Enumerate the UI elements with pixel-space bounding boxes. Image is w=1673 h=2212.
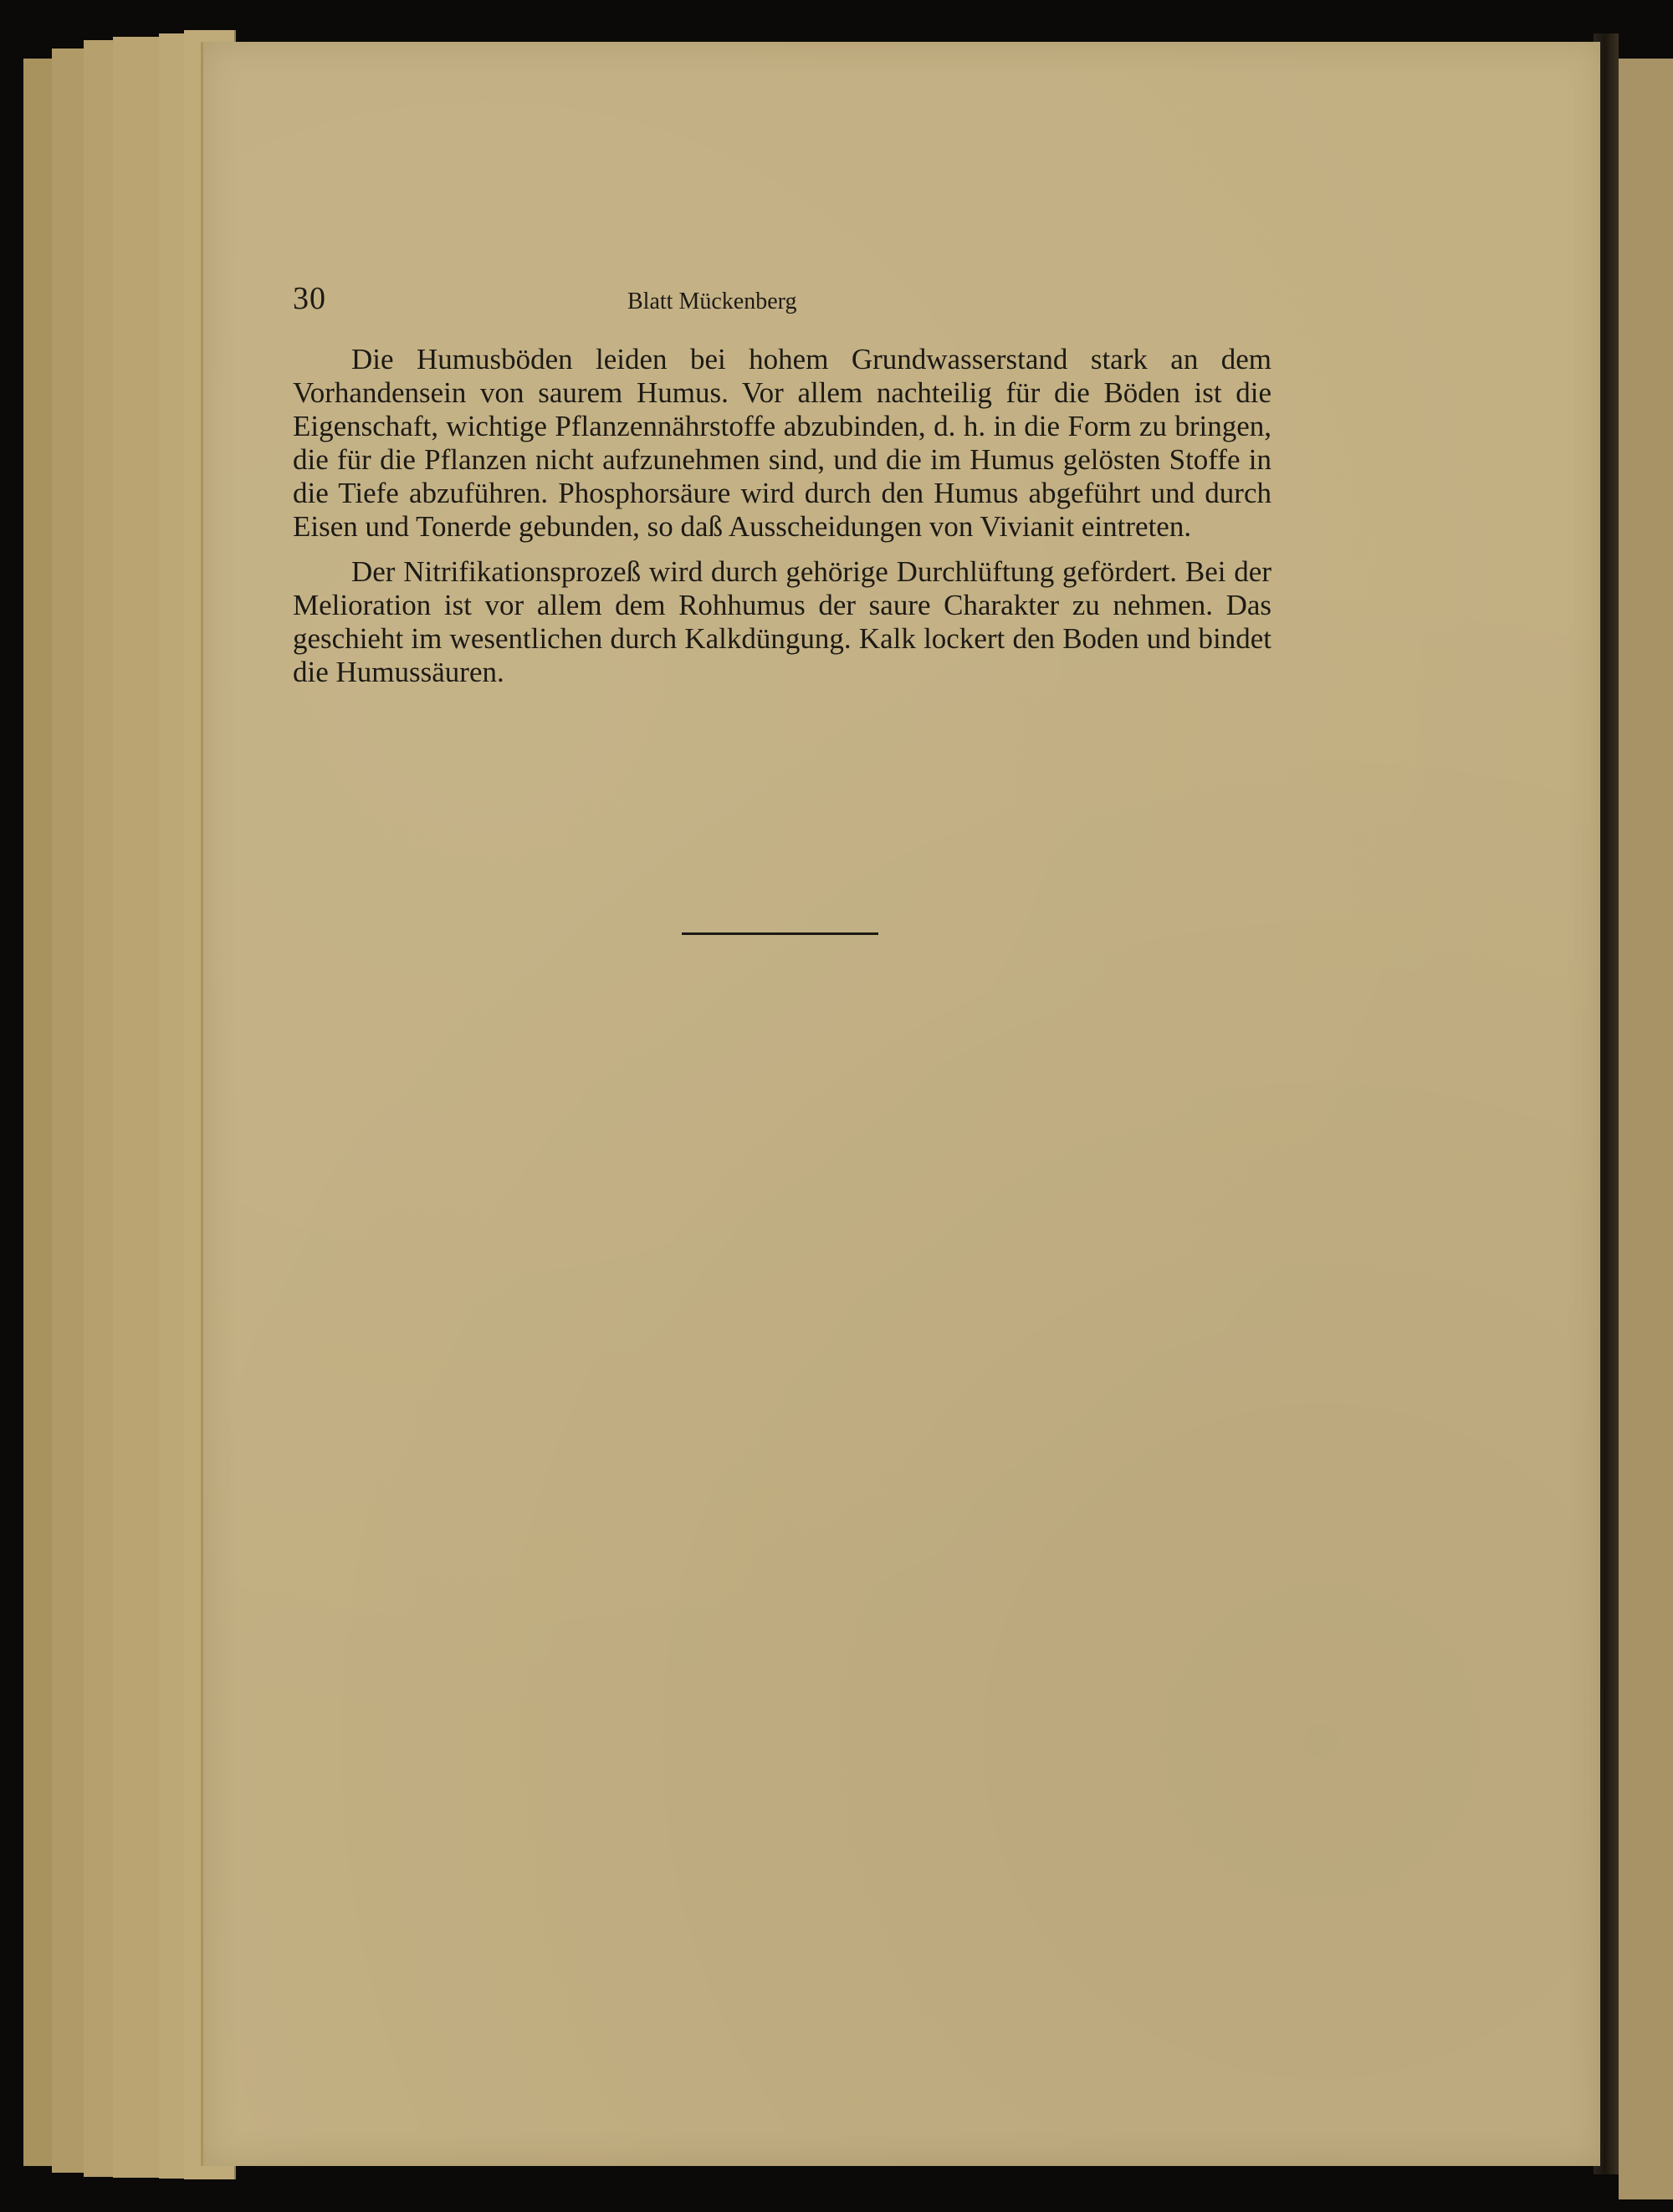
paragraph: Der Nitrifikationsprozeß wird durch gehörige Durchlüftung gefördert. Bei der Melioration ist vor allem dem Rohhumus der saure Charakter zu nehmen. Das geschieht im wesentlichen durch Kalkdüngung. Kalk lockert den Boden und bindet die Humussäuren. — [293, 555, 1271, 688]
paragraph: Die Humusböden leiden bei hohem Grundwasserstand stark an dem Vorhandensein von saurem Humus. Vor allem nachteilig für die Böden ist die Eigenschaft, wichtige Pflanzennährstoffe abzubinden, d. h. in die Form zu bringen, die für die Pflanzen nicht aufzunehmen sind, und die im Humus gelösten Stoffe in die Tiefe abzuführen. Phosphorsäure wird durch den Humus abgeführt und durch Eisen und Tonerde gebunden, so daß Ausscheidungen von Vivianit eintreten. — [293, 343, 1271, 543]
body-text — [293, 343, 1271, 701]
next-page-edge — [1619, 59, 1673, 2199]
running-title: Blatt Mückenberg — [627, 289, 797, 314]
end-rule — [682, 932, 878, 935]
page-header — [293, 280, 878, 322]
page-number: 30 — [293, 281, 326, 316]
